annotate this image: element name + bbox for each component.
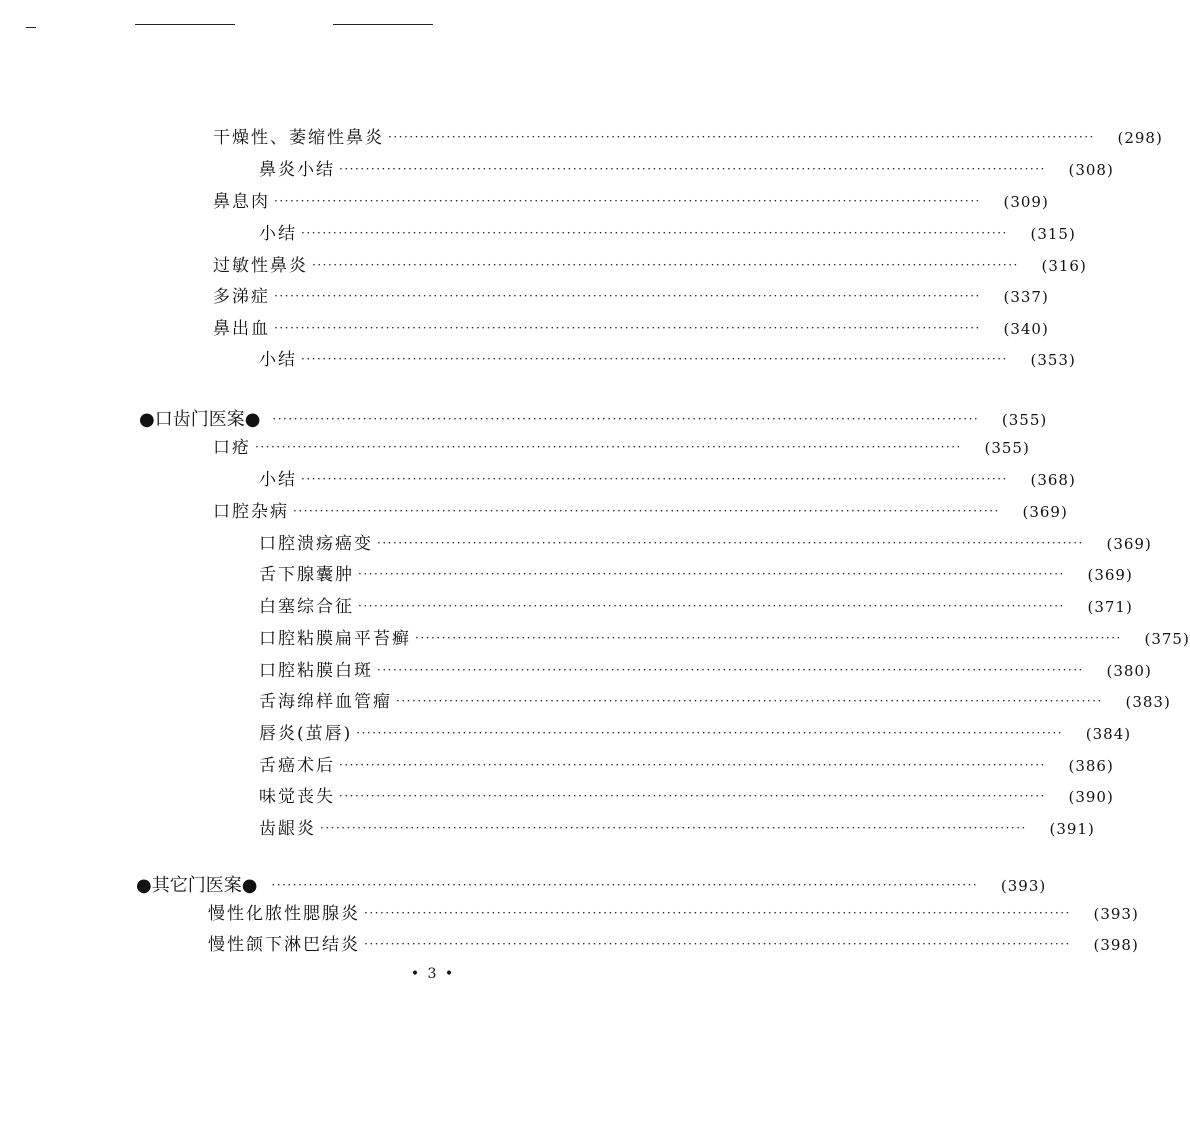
page-number: • 3 •: [410, 966, 456, 982]
toc-entry-page: (369): [1022, 503, 1068, 521]
toc-entry[interactable]: [259, 722, 1132, 746]
toc-entry[interactable]: [213, 436, 1030, 460]
toc-entry-page: (380): [1106, 662, 1152, 680]
toc-entry-page: (315): [1030, 225, 1076, 243]
toc-leader-dots: ·····································································································································: [356, 726, 1064, 740]
toc-leader-dots: ·····································································································································: [274, 321, 981, 335]
section-title: ●口齿门医案●: [139, 409, 261, 430]
toc-entry[interactable]: [259, 158, 1114, 182]
toc-entry[interactable]: [213, 285, 1049, 309]
toc-entry[interactable]: [208, 933, 1139, 957]
top-rule-left: [26, 27, 36, 28]
toc-leader-dots: ·····································································································································: [274, 289, 981, 303]
toc-entry-title: 干燥性、萎缩性鼻炎: [213, 128, 384, 148]
toc-entry[interactable]: [213, 126, 1163, 150]
toc-leader-dots: ·····································································································································: [377, 663, 1084, 677]
toc-entry-page: (340): [1003, 320, 1049, 338]
toc-entry-page: (309): [1003, 193, 1049, 211]
toc-entry-page: (369): [1087, 566, 1133, 584]
toc-entry[interactable]: [259, 817, 1095, 841]
toc-entry-page: (393): [1093, 905, 1139, 923]
toc-entry-title: 口腔粘膜白斑: [259, 661, 373, 681]
toc-leader-dots: ·····································································································································: [272, 412, 980, 426]
toc-entry-title: 味觉丧失: [259, 787, 335, 807]
toc-leader-dots: ·····································································································································: [358, 567, 1065, 581]
toc-entry-page: (369): [1106, 535, 1152, 553]
top-rule-middle: [135, 24, 235, 25]
toc-entry-page: (298): [1117, 129, 1163, 147]
toc-entry-title: 白塞综合征: [259, 597, 354, 617]
toc-entry-title: 口腔杂病: [213, 502, 289, 522]
toc-entry-page: (375): [1144, 630, 1190, 648]
toc-entry-title: 慢性化脓性腮腺炎: [208, 904, 360, 924]
toc-leader-dots: ·····································································································································: [274, 194, 981, 208]
toc-entry-title: 舌海绵样血管瘤: [259, 692, 392, 712]
toc-leader-dots: ·····································································································································: [358, 599, 1065, 613]
toc-leader-dots: ·····································································································································: [396, 694, 1103, 708]
toc-leader-dots: ·····································································································································: [339, 162, 1046, 176]
toc-entry[interactable]: [259, 785, 1114, 809]
toc-entry-page: (390): [1068, 788, 1114, 806]
toc-leader-dots: ·····································································································································: [255, 440, 962, 454]
toc-entry-title: 口腔溃疡癌变: [259, 534, 373, 554]
toc-entry-page: (383): [1125, 693, 1171, 711]
toc-entry-title: 过敏性鼻炎: [213, 256, 308, 276]
toc-entry[interactable]: [213, 500, 1068, 524]
toc-entry[interactable]: [259, 690, 1171, 714]
toc-section-heading[interactable]: [136, 874, 1047, 898]
toc-entry[interactable]: [259, 659, 1152, 683]
toc-entry[interactable]: [259, 348, 1076, 372]
toc-leader-dots: ·····································································································································: [271, 878, 979, 892]
toc-entry-page: (355): [984, 439, 1030, 457]
toc-entry-page: (355): [1001, 411, 1048, 429]
toc-entry-title: 鼻炎小结: [259, 160, 335, 180]
toc-leader-dots: ·····································································································································: [293, 504, 1000, 518]
toc-entry-title: 多涕症: [213, 287, 270, 307]
toc-entry-page: (316): [1041, 257, 1087, 275]
toc-leader-dots: ·····································································································································: [312, 258, 1019, 272]
toc-entry-page: (391): [1049, 820, 1095, 838]
toc-leader-dots: ·····································································································································: [339, 789, 1046, 803]
toc-entry[interactable]: [259, 563, 1133, 587]
toc-entry[interactable]: [213, 317, 1049, 341]
toc-entry-title: 舌下腺囊肿: [259, 565, 354, 585]
toc-entry[interactable]: [259, 754, 1114, 778]
toc-entry-page: (371): [1087, 598, 1133, 616]
section-title: ●其它门医案●: [136, 875, 258, 896]
toc-entry[interactable]: [259, 468, 1076, 492]
toc-entry-page: (398): [1093, 936, 1139, 954]
toc-leader-dots: ·····································································································································: [339, 758, 1046, 772]
toc-entry-title: 齿龈炎: [259, 819, 316, 839]
toc-leader-dots: ·····································································································································: [320, 821, 1027, 835]
toc-entry-title: 鼻息肉: [213, 192, 270, 212]
toc-entry-title: 唇炎(茧唇): [259, 724, 353, 744]
toc-entry-title: 舌癌术后: [259, 756, 335, 776]
toc-entry[interactable]: [213, 254, 1087, 278]
toc-entry[interactable]: [208, 902, 1139, 926]
toc-entry[interactable]: [259, 222, 1076, 246]
toc-entry-page: (368): [1030, 471, 1076, 489]
toc-entry-title: 小结: [259, 224, 297, 244]
toc-entry-page: (353): [1030, 351, 1076, 369]
toc-entry-page: (337): [1003, 288, 1049, 306]
toc-leader-dots: ·····································································································································: [301, 472, 1008, 486]
toc-entry-title: 小结: [259, 350, 297, 370]
toc-leader-dots: ·····································································································································: [364, 906, 1071, 920]
top-rule-right: [333, 24, 433, 25]
toc-entry[interactable]: [259, 595, 1133, 619]
toc-entry-title: 慢性颌下淋巴结炎: [208, 935, 360, 955]
toc-leader-dots: ·····································································································································: [415, 631, 1122, 645]
toc-leader-dots: ·····································································································································: [388, 130, 1095, 144]
toc-leader-dots: ·····································································································································: [364, 937, 1071, 951]
toc-entry-title: 小结: [259, 470, 297, 490]
toc-entry-page: (386): [1068, 757, 1114, 775]
toc-entry-page: (384): [1085, 725, 1132, 743]
toc-entry[interactable]: [259, 532, 1152, 556]
toc-leader-dots: ·····································································································································: [301, 226, 1008, 240]
toc-entry-page: (308): [1068, 161, 1114, 179]
toc-entry-title: 口疮: [213, 438, 251, 458]
toc-leader-dots: ·····································································································································: [301, 352, 1008, 366]
toc-entry[interactable]: [259, 627, 1190, 651]
toc-entry-title: 口腔粘膜扁平苔癣: [259, 629, 411, 649]
toc-entry-title: 鼻出血: [213, 319, 270, 339]
toc-entry-page: (393): [1000, 877, 1047, 895]
toc-entry[interactable]: [213, 190, 1049, 214]
toc-leader-dots: ·····································································································································: [377, 536, 1084, 550]
toc-section-heading[interactable]: [139, 408, 1048, 432]
